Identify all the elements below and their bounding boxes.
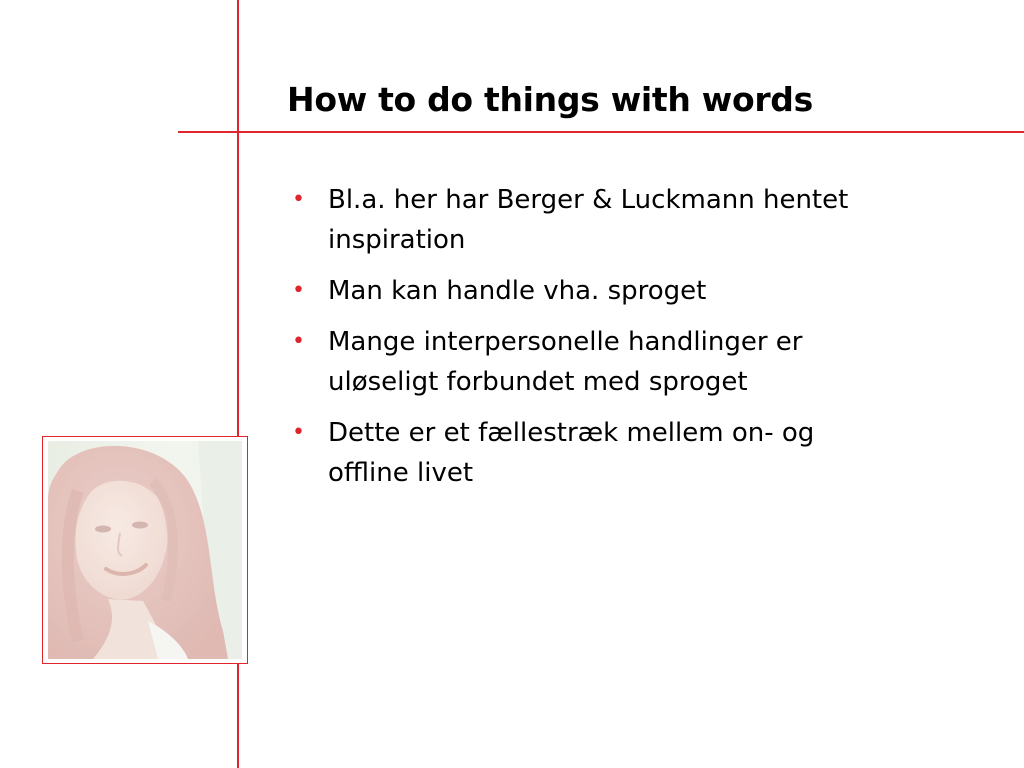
bullet-item bbox=[292, 271, 872, 311]
photo-frame bbox=[42, 436, 248, 664]
bullet-item bbox=[292, 413, 872, 493]
bullet-marker: • bbox=[292, 278, 305, 303]
horizontal-divider-line bbox=[178, 131, 1024, 133]
bullet-item bbox=[292, 180, 872, 260]
bullet-marker: • bbox=[292, 187, 305, 212]
bullet-text: Dette er et fællestræk mellem on- og offline livet bbox=[328, 418, 815, 488]
bullet-marker: • bbox=[292, 329, 305, 354]
portrait-photo-icon bbox=[48, 441, 242, 659]
bullet-text: Mange interpersonelle handlinger er uløseligt forbundet med sproget bbox=[328, 327, 803, 397]
slide-title: How to do things with words bbox=[287, 80, 813, 119]
bullet-text: Bl.a. her har Berger & Luckmann hentet inspiration bbox=[328, 185, 849, 255]
bullet-item bbox=[292, 322, 872, 402]
bullet-marker: • bbox=[292, 420, 305, 445]
bullet-text: Man kan handle vha. sproget bbox=[328, 276, 707, 306]
bullet-list bbox=[292, 180, 872, 504]
